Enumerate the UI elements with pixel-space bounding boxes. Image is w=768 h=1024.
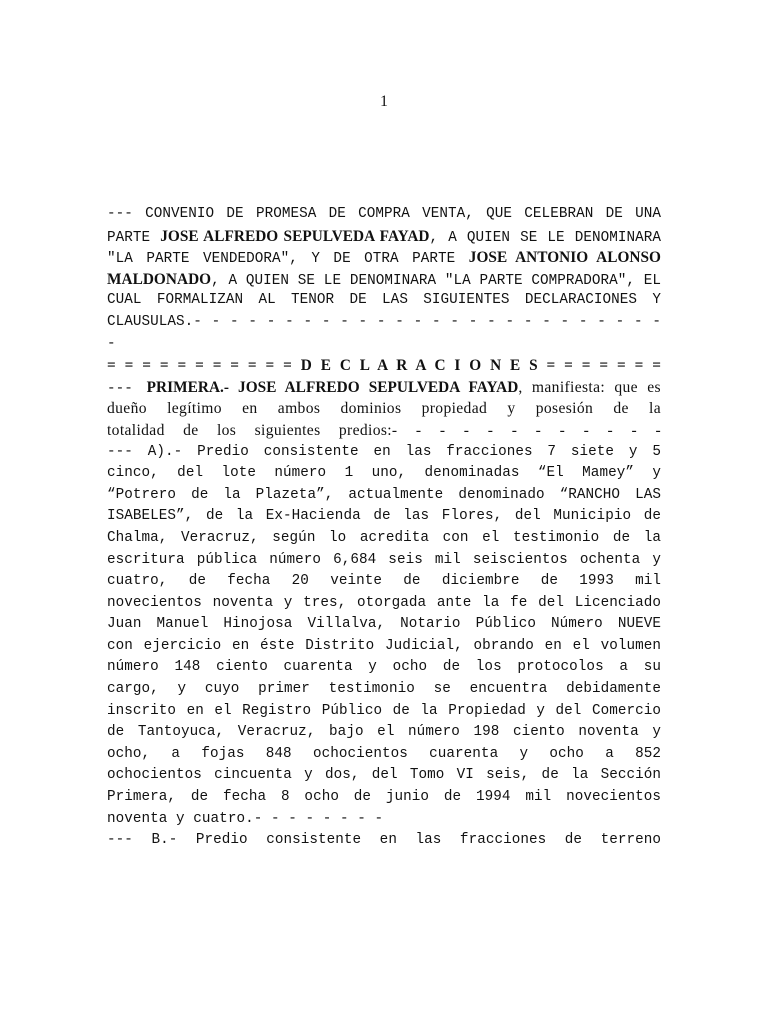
inciso-a-line: cinco, del lote número 1 uno, denominadas “El Mamey” y [107, 465, 661, 482]
intro-line-1: --- CONVENIO DE PROMESA DE COMPRA VENTA, QUE CELEBRAN DE UNA [107, 206, 661, 222]
intro-line-4: MALDONADO, A QUIEN SE LE DENOMINARA "LA PARTE COMPRADORA", EL [107, 270, 661, 289]
declaraciones-heading: = = = = = = = = = = = D E C L A R A C I O N E S = = = = = = = [107, 357, 661, 375]
intro-line-2: PARTE JOSE ALFREDO SEPULVEDA FAYAD, A QUIEN SE LE DENOMINARA [107, 227, 661, 246]
intro-line-5: CUAL FORMALIZAN AL TENOR DE LAS SIGUIENTES DECLARACIONES Y [107, 292, 661, 309]
primera-line-1: --- PRIMERA.- JOSE ALFREDO SEPULVEDA FAYAD, manifiesta: que es [107, 378, 661, 397]
intro-line-6: CLAUSULAS.- - - - - - - - - - - - - - - - - - - - - - - - - - [107, 313, 661, 330]
inciso-a-line: noventa y cuatro.- - - - - - - - [107, 810, 384, 827]
inciso-a-line: con ejercicio en éste Distrito Judicial, obrando en el volumen [107, 637, 661, 654]
page-number: 1 [380, 93, 388, 110]
inciso-a-line: Chalma, Veracruz, según lo acredita con el testimonio de la [107, 529, 661, 546]
inciso-a-line: escritura pública número 6,684 seis mil seiscientos ochenta y [107, 551, 661, 568]
buyer-surname: MALDONADO [107, 270, 212, 288]
document-body [107, 204, 661, 852]
inciso-a-line: Juan Manuel Hinojosa Villalva, Notario Público Número NUEVE [107, 616, 661, 633]
inciso-a-line: ISABELES”, de la Ex-Hacienda de las Flores, del Municipio de [107, 508, 661, 525]
primera-label: PRIMERA.- JOSE ALFREDO SEPULVEDA FAYAD [146, 378, 519, 396]
inciso-a-line: ochocientos cincuenta y dos, del Tomo VI seis, de la Sección [107, 767, 661, 784]
inciso-a-line: de Tantoyuca, Veracruz, bajo el número 198 ciento noventa y [107, 724, 661, 741]
inciso-a-line: inscrito en el Registro Público de la Propiedad y del Comercio [107, 702, 661, 719]
inciso-a-line: Primera, de fecha 8 ocho de junio de 1994 mil novecientos [107, 789, 661, 806]
inciso-a-line: novecientos noventa y tres, otorgada ante la fe del Licenciado [107, 594, 661, 611]
seller-name: JOSE ALFREDO SEPULVEDA FAYAD [160, 227, 430, 245]
inciso-a-line: cuatro, de fecha 20 veinte de diciembre de 1993 mil [107, 573, 661, 590]
buyer-name: JOSE ANTONIO ALONSO [468, 249, 661, 267]
inciso-a-line: --- A).- Predio consistente en las fracciones 7 siete y 5 [107, 443, 661, 460]
intro-line-7: - [107, 335, 116, 352]
primera-line-3: totalidad de los siguientes predios:- - - - - - - - - - - - [107, 421, 661, 439]
intro-line-3: "LA PARTE VENDEDORA", Y DE OTRA PARTE JOSE ANTONIO ALONSO [107, 249, 661, 268]
inciso-a-line: número 148 ciento cuarenta y ocho de los protocolos a su [107, 659, 661, 676]
inciso-a-line: ocho, a fojas 848 ochocientos cuarenta y ocho a 852 [107, 745, 661, 762]
inciso-a-line: cargo, y cuyo primer testimonio se encuentra debidamente [107, 681, 661, 698]
primera-line-2: dueño legítimo en ambos dominios propiedad y posesión de la [107, 400, 661, 418]
inciso-b-line: --- B.- Predio consistente en las fracciones de terreno [107, 832, 661, 849]
inciso-a-line: “Potrero de la Plazeta”, actualmente denominado “RANCHO LAS [107, 486, 661, 503]
